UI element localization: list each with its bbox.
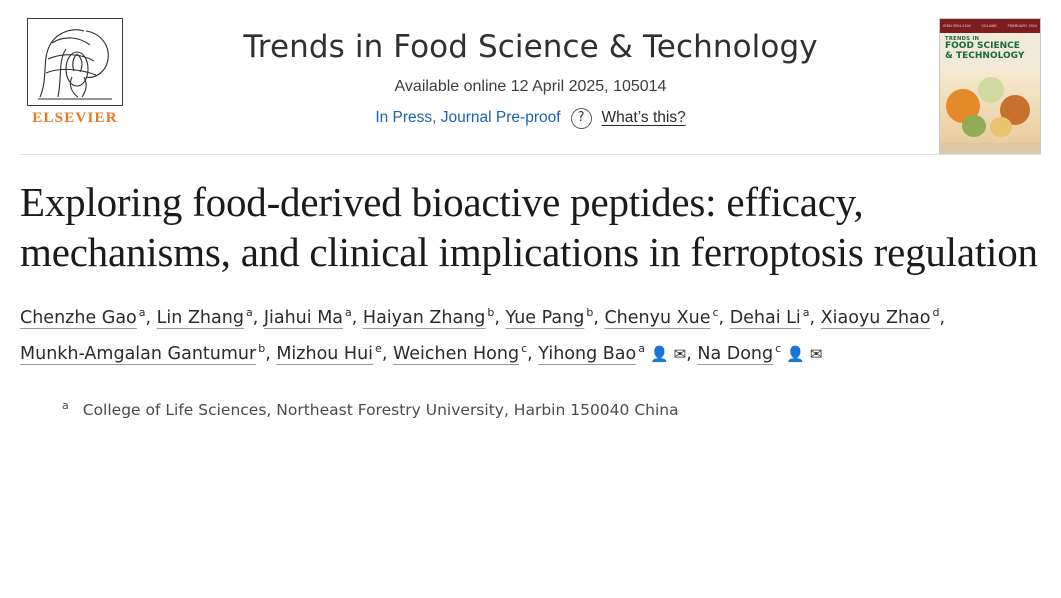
affiliation-text: College of Life Sciences, Northeast Forestry University, Harbin 150040 China xyxy=(82,400,679,419)
author-separator: , xyxy=(351,308,363,329)
author-affiliation-marker: b xyxy=(258,342,266,356)
person-icon[interactable]: 👤 xyxy=(786,344,805,363)
author-affiliation-marker: b xyxy=(586,306,594,320)
affiliation-list xyxy=(62,399,1041,419)
author-separator: , xyxy=(809,308,821,329)
elsevier-wordmark: ELSEVIER xyxy=(32,110,118,126)
author-entry[interactable] xyxy=(264,308,352,328)
cover-blob-green xyxy=(978,77,1004,103)
author-affiliation-marker: a xyxy=(802,306,810,320)
publisher-logo[interactable] xyxy=(20,12,130,127)
author-separator: , xyxy=(527,343,539,364)
author-separator: , xyxy=(265,343,277,364)
author-entry[interactable] xyxy=(157,308,253,328)
author-affiliation-marker: d xyxy=(932,306,940,320)
elsevier-tree-icon xyxy=(27,18,123,106)
envelope-icon[interactable]: ✉ xyxy=(673,344,687,363)
author-affiliation-marker: e xyxy=(375,342,382,356)
cover-artwork xyxy=(940,67,1040,153)
author-separator: , xyxy=(252,308,264,329)
author-affiliation-marker: b xyxy=(487,306,495,320)
author-list xyxy=(20,301,1041,373)
cover-title xyxy=(940,33,1040,61)
author-affiliation-marker: c xyxy=(712,306,719,320)
author-entry[interactable] xyxy=(276,344,382,364)
status-row xyxy=(375,108,685,129)
cover-blob-yellow xyxy=(990,117,1012,137)
author-separator: , xyxy=(686,343,698,364)
author-separator: , xyxy=(145,308,157,329)
person-icon[interactable]: 👤 xyxy=(649,344,669,363)
author-name[interactable]: Yue Pang xyxy=(505,308,585,329)
author-separator: , xyxy=(718,308,730,329)
cover-footer-bar xyxy=(940,143,1040,153)
author-name[interactable]: Dehai Li xyxy=(729,308,801,329)
author-affiliation-marker: c xyxy=(521,342,528,356)
author-separator: , xyxy=(381,343,393,364)
author-entry[interactable] xyxy=(393,344,527,364)
question-circle-icon[interactable]: ? xyxy=(571,108,592,129)
author-separator: , xyxy=(593,308,605,329)
author-name[interactable]: Jiahui Ma xyxy=(263,308,344,329)
author-entry[interactable] xyxy=(730,308,810,328)
author-entry[interactable] xyxy=(604,308,718,328)
author-name[interactable]: Na Dong xyxy=(697,343,774,364)
cover-title-line2: FOOD SCIENCE xyxy=(945,41,1020,52)
author-entry[interactable] xyxy=(20,308,146,328)
author-entry[interactable] xyxy=(538,344,686,364)
status-badge[interactable]: In Press, Journal Pre-proof xyxy=(375,109,561,127)
affiliation-marker: a xyxy=(62,398,69,412)
author-separator: , xyxy=(939,308,946,329)
envelope-icon[interactable]: ✉ xyxy=(809,344,823,363)
author-name[interactable]: Chenzhe Gao xyxy=(20,308,137,329)
author-name[interactable]: Mizhou Hui xyxy=(276,343,374,364)
header-divider xyxy=(20,154,1041,155)
journal-cover-block[interactable] xyxy=(931,12,1041,154)
author-name[interactable]: Munkh-Amgalan Gantumur xyxy=(20,343,257,364)
author-affiliation-marker: a xyxy=(138,306,146,320)
author-affiliation-marker: a xyxy=(638,342,645,356)
author-entry[interactable] xyxy=(20,344,265,364)
journal-header xyxy=(130,12,931,129)
author-entry[interactable] xyxy=(697,344,822,364)
cover-title-line3: & TECHNOLOGY xyxy=(945,50,1025,61)
author-name[interactable]: Haiyan Zhang xyxy=(362,308,486,329)
author-name[interactable]: Lin Zhang xyxy=(156,308,244,329)
author-name[interactable]: Yihong Bao xyxy=(538,343,637,364)
author-entry[interactable] xyxy=(821,308,940,328)
author-affiliation-marker: a xyxy=(345,306,352,320)
page-title: Exploring food-derived bioactive peptides: efficacy, mechanisms, and clinical implications in ferroptosis regulation xyxy=(20,179,1038,276)
author-name[interactable]: Weichen Hong xyxy=(392,343,520,364)
cover-date: FEBRUARY 2024 xyxy=(1007,24,1037,28)
author-entry[interactable] xyxy=(506,308,594,328)
cover-top-bar xyxy=(940,19,1040,33)
author-name[interactable]: Xiaoyu Zhao xyxy=(820,308,931,329)
whats-this-link[interactable]: What’s this? xyxy=(601,109,686,127)
cover-title-line1: TRENDS IN xyxy=(945,36,980,42)
author-affiliation-marker: a xyxy=(245,306,253,320)
author-separator: , xyxy=(494,308,506,329)
cover-issn: ISSN 0924-2244 xyxy=(943,24,971,28)
page-header xyxy=(0,0,1061,140)
cover-volume: VOLUME xyxy=(981,24,997,28)
author-affiliation-marker: c xyxy=(775,342,782,356)
journal-cover-image[interactable] xyxy=(939,18,1041,154)
cover-blob-leaf xyxy=(962,115,986,137)
author-entry[interactable] xyxy=(363,308,494,328)
availability-line: Available online 12 April 2025, 105014 xyxy=(394,77,667,95)
author-name[interactable]: Chenyu Xue xyxy=(604,308,711,329)
journal-title: Trends in Food Science & Technology xyxy=(243,29,818,65)
